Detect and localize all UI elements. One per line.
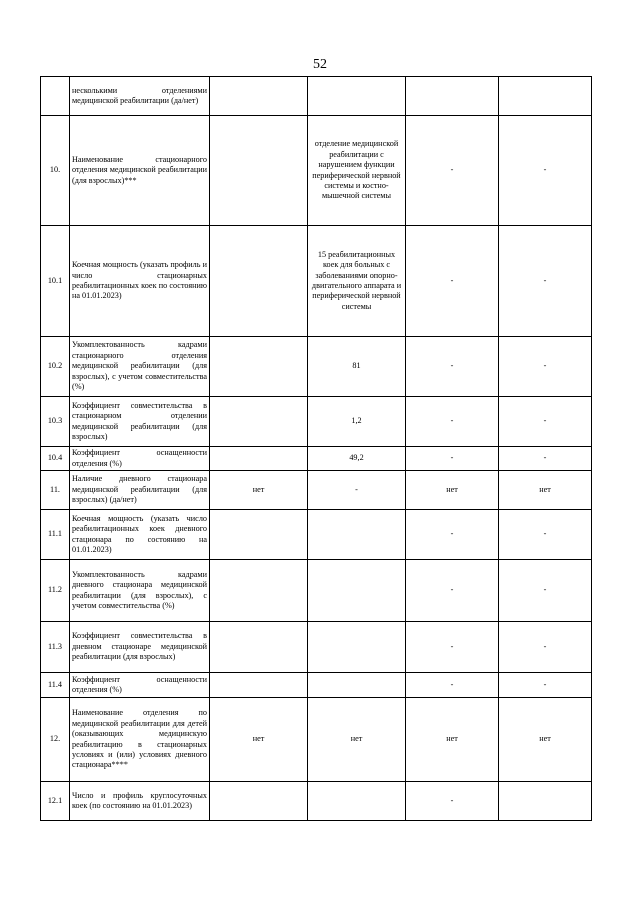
row-indicator: Коэффициент совместительства в дневном стационаре медицинской реабилитации (для взрослых) bbox=[70, 622, 210, 673]
data-table bbox=[40, 76, 592, 821]
cell-value: нет bbox=[308, 698, 406, 782]
cell-value: - bbox=[499, 622, 592, 673]
row-number: 12.1 bbox=[41, 782, 70, 821]
cell-value bbox=[210, 397, 308, 447]
row-number: 10. bbox=[41, 116, 70, 226]
cell-value: 81 bbox=[308, 337, 406, 397]
cell-value bbox=[210, 447, 308, 471]
cell-value: нет bbox=[406, 471, 499, 510]
row-number: 12. bbox=[41, 698, 70, 782]
row-indicator: Наличие дневного стационара медицинской реабилитации (для взрослых) (да/нет) bbox=[70, 471, 210, 510]
row-indicator: Коэффициент оснащенности отделения (%) bbox=[70, 673, 210, 698]
table-row bbox=[41, 560, 592, 622]
cell-value bbox=[210, 337, 308, 397]
cell-value bbox=[406, 77, 499, 116]
table-row bbox=[41, 471, 592, 510]
cell-value: 49,2 bbox=[308, 447, 406, 471]
table-row bbox=[41, 397, 592, 447]
cell-value bbox=[499, 782, 592, 821]
table-row bbox=[41, 337, 592, 397]
cell-value: - bbox=[406, 116, 499, 226]
cell-value: - bbox=[499, 226, 592, 337]
row-number: 11.4 bbox=[41, 673, 70, 698]
cell-value bbox=[499, 77, 592, 116]
table-row bbox=[41, 782, 592, 821]
cell-value: - bbox=[406, 226, 499, 337]
cell-value: - bbox=[406, 447, 499, 471]
cell-value: - bbox=[406, 397, 499, 447]
cell-value bbox=[308, 510, 406, 560]
cell-value: 15 реабилитационных коек для больных с заболеваниями опорно-двигательного аппарата и периферической нервной системы bbox=[308, 226, 406, 337]
cell-value: - bbox=[406, 622, 499, 673]
cell-value: - bbox=[406, 337, 499, 397]
row-number: 10.3 bbox=[41, 397, 70, 447]
cell-value: - bbox=[499, 510, 592, 560]
page-number: 52 bbox=[313, 57, 327, 72]
row-number: 11.3 bbox=[41, 622, 70, 673]
row-indicator: Коэффициент совместительства в стационарном отделении медицинской реабилитации (для взрослых) bbox=[70, 397, 210, 447]
cell-value bbox=[210, 782, 308, 821]
cell-value: отделение медицинской реабилитации с нарушением функции периферической нервной системы и костно-мышечной системы bbox=[308, 116, 406, 226]
cell-value: - bbox=[499, 560, 592, 622]
row-number bbox=[41, 77, 70, 116]
row-indicator: Коэффициент оснащенности отделения (%) bbox=[70, 447, 210, 471]
cell-value bbox=[210, 226, 308, 337]
cell-value: - bbox=[499, 337, 592, 397]
table-row bbox=[41, 698, 592, 782]
row-indicator: Наименование стационарного отделения медицинской реабилитации (для взрослых)*** bbox=[70, 116, 210, 226]
row-indicator: Укомплектованность кадрами дневного стационара медицинской реабилитации (для взрослых), с учетом совместительства (%) bbox=[70, 560, 210, 622]
cell-value bbox=[210, 77, 308, 116]
cell-value: - bbox=[499, 116, 592, 226]
cell-value bbox=[210, 510, 308, 560]
row-number: 10.1 bbox=[41, 226, 70, 337]
cell-value bbox=[308, 77, 406, 116]
row-indicator: Число и профиль круглосуточных коек (по состоянию на 01.01.2023) bbox=[70, 782, 210, 821]
cell-value: - bbox=[406, 560, 499, 622]
cell-value: нет bbox=[210, 471, 308, 510]
cell-value bbox=[210, 673, 308, 698]
cell-value: - bbox=[406, 673, 499, 698]
cell-value bbox=[210, 116, 308, 226]
cell-value: нет bbox=[406, 698, 499, 782]
row-number: 11.1 bbox=[41, 510, 70, 560]
row-number: 10.2 bbox=[41, 337, 70, 397]
cell-value: нет bbox=[499, 471, 592, 510]
cell-value: 1,2 bbox=[308, 397, 406, 447]
cell-value: - bbox=[308, 471, 406, 510]
cell-value: - bbox=[406, 782, 499, 821]
row-number: 11.2 bbox=[41, 560, 70, 622]
row-indicator: несколькими отделениями медицинской реабилитации (да/нет) bbox=[70, 77, 210, 116]
cell-value bbox=[210, 622, 308, 673]
cell-value: - bbox=[406, 510, 499, 560]
cell-value bbox=[308, 673, 406, 698]
row-indicator: Коечная мощность (указать профиль и число стационарных реабилитационных коек по состоянию на 01.01.2023) bbox=[70, 226, 210, 337]
table-row bbox=[41, 116, 592, 226]
cell-value bbox=[210, 560, 308, 622]
cell-value bbox=[308, 560, 406, 622]
row-indicator: Укомплектованность кадрами стационарного отделения медицинской реабилитации (для взрослых), с учетом совместительства (%) bbox=[70, 337, 210, 397]
table-row bbox=[41, 77, 592, 116]
table-row bbox=[41, 226, 592, 337]
table-row bbox=[41, 673, 592, 698]
row-number: 11. bbox=[41, 471, 70, 510]
cell-value: - bbox=[499, 447, 592, 471]
row-number: 10.4 bbox=[41, 447, 70, 471]
table-row bbox=[41, 622, 592, 673]
row-indicator: Наименование отделения по медицинской реабилитации для детей (оказывающих медицинскую реабилитацию в стационарных условиях и (или) условиях дневного стационара**** bbox=[70, 698, 210, 782]
cell-value: нет bbox=[499, 698, 592, 782]
table-row bbox=[41, 510, 592, 560]
table-row bbox=[41, 447, 592, 471]
cell-value bbox=[308, 622, 406, 673]
cell-value: - bbox=[499, 397, 592, 447]
cell-value: нет bbox=[210, 698, 308, 782]
row-indicator: Коечная мощность (указать число реабилитационных коек дневного стационара по состоянию на 01.01.2023) bbox=[70, 510, 210, 560]
cell-value: - bbox=[499, 673, 592, 698]
cell-value bbox=[308, 782, 406, 821]
